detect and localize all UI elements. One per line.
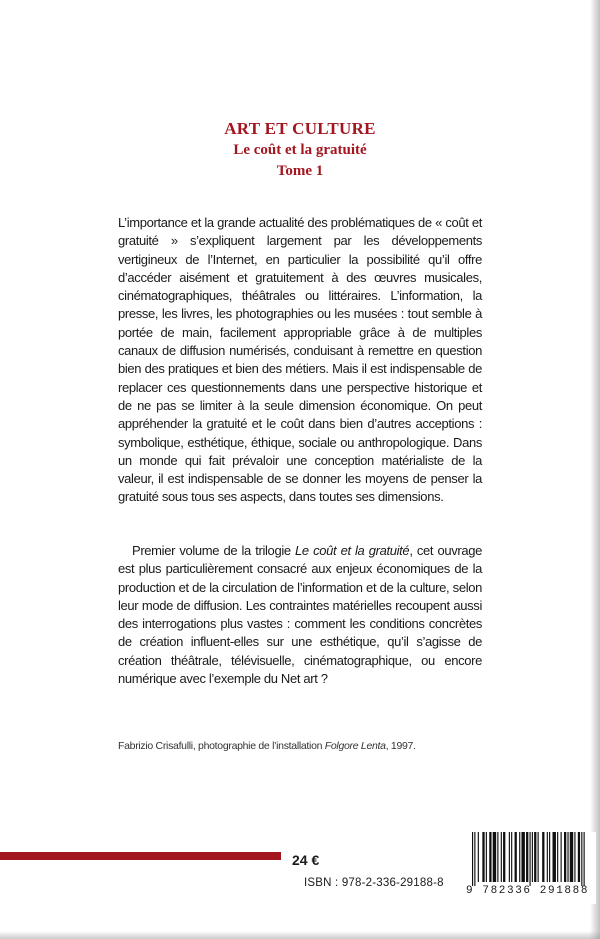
photo-credit — [118, 740, 498, 752]
barcode-number: 9 782336 291888 — [466, 885, 590, 897]
installation-title: Folgore Lenta — [324, 740, 386, 752]
price: 24 € — [292, 852, 320, 868]
volume-label: Tome 1 — [276, 163, 324, 179]
summary-paragraph-2 — [118, 542, 482, 688]
isbn: ISBN : 978-2-336-29188-8 — [304, 877, 444, 889]
paragraph-2-body: , cet ouvrage est plus particulièrement consacré aux enjeux économiques de la production et de la circulation de l’information et de la culture, selon leur mode de diffusion. Les contraintes matérielles recoupent aussi des interrogations plus vastes : comment les conditions concrètes de création influent-elles sur une esthétique, qu’il s’agisse de création théâtrale, télévisuelle, cinématographique, ou encore numérique avec l’exemple du Net art ? — [118, 543, 482, 687]
trilogy-title: Le coût et la gratuité — [295, 543, 410, 558]
page-bottom-shadow — [0, 931, 600, 939]
accent-bar — [0, 852, 281, 860]
book-title: ART ET CULTURE — [224, 119, 376, 138]
paragraph-2-intro: Premier volume de la trilogie — [132, 543, 296, 558]
credit-year: , 1997. — [385, 740, 416, 752]
barcode-bars — [470, 832, 596, 886]
summary-paragraph-1: L’importance et la grande actualité des problématiques de « coût et gratuité » s’expliquent largement par les développements vertigineux de l’Internet, en particulier la possibilité qu’il offre d’accéder aisément et gratuitement à des œuvres musicales, cinématographiques, théâtrales ou littéraires. L’information, la presse, les livres, les photographies ou les musées : tout semble à portée de main, facilement appropriable grâce à de multiples canaux de diffusion numérisés, conduisant à remettre en question bien des pratiques et bien des métiers. Mais il est indispensable de replacer ces questionnements dans une perspective historique et de ne pas se limiter à la seule dimension économique. On peut appréhender la gratuité et le coût dans bien d’autres acceptions : symbolique, esthétique, éthique, sociale ou anthropologique. Dans un monde qui fait prévaloir une conception matérialiste de la valeur, il est indispensable de se donner les moyens de penser la gratuité sous tous ses aspects, dans toutes ses dimensions. — [118, 215, 482, 505]
title-block — [0, 118, 600, 181]
book-subtitle: Le coût et la gratuité — [233, 142, 367, 158]
credit-intro: Fabrizio Crisafulli, photographie de l’installation — [118, 740, 325, 752]
